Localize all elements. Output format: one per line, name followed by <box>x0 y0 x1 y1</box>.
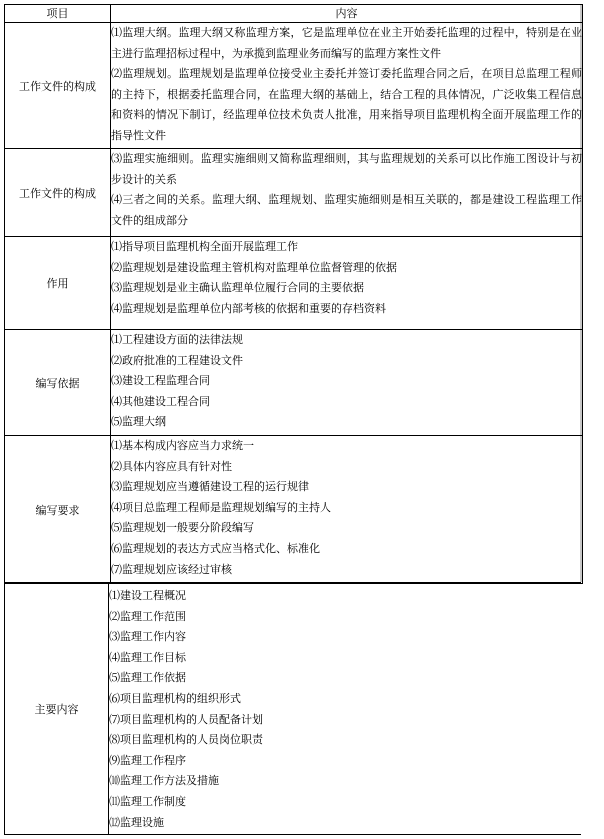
table-row <box>5 583 581 835</box>
row-content <box>111 237 583 330</box>
list-item: ⑷其他建设工程合同 <box>111 394 210 408</box>
row-label: 工作文件的构成 <box>5 149 111 237</box>
list-item: ⑹项目监理机构的组织形式 <box>109 691 241 705</box>
list-item: ⑴建设工程概况 <box>109 589 186 602</box>
list-item: ⑵监理规划。监理规划是监理单位接受业主委托并签订委托监理合同之后，在项目总监理工程师的主持下，根据委托监理合同，在监理大纲的基础上，结合工程的具体情况，广泛收集工程信息和资料的情况下制订，经监理单位技术负责人批准，用来指导项目监理机构全面开展监理工作的指导性文件 <box>111 67 582 142</box>
list-item: ⑽监理工作方法及措施 <box>109 774 219 788</box>
row-content <box>109 583 581 835</box>
row-content <box>111 330 583 436</box>
list-item: ⑺项目监理机构的人员配备计划 <box>109 712 263 726</box>
list-item: ⑺监理规划应该经过审核 <box>111 562 232 576</box>
list-item: ⑶建设工程监理合同 <box>111 374 210 388</box>
header-col-content: 内容 <box>111 5 583 23</box>
table-row <box>5 436 583 584</box>
list-item: ⑻项目监理机构的人员岗位职责 <box>109 733 263 747</box>
planning-table <box>4 4 583 584</box>
list-item: ⑸监理工作依据 <box>109 671 186 685</box>
table-row <box>5 23 583 149</box>
row-label: 编写依据 <box>5 330 111 436</box>
list-item: ⑸监理规划一般要分阶段编写 <box>111 521 254 535</box>
row-content <box>111 149 583 237</box>
list-item: ⑴监理大纲。监理大纲又称监理方案，它是监理单位在业主开始委托监理的过程中，特别是在业主进行监理招标过程中，为承揽到监理业务而编写的监理方案性文件 <box>111 26 582 60</box>
list-item: ⑵监理工作范围 <box>109 609 186 623</box>
list-item: ⑿监理设施 <box>109 815 164 829</box>
table-header-row <box>5 5 583 23</box>
list-item: ⑾监理工作制度 <box>109 794 186 808</box>
list-item: ⑷监理规划是监理单位内部考核的依据和重要的存档资料 <box>111 301 386 315</box>
table-row <box>5 149 583 237</box>
list-item: ⑶监理规划应当遵循建设工程的运行规律 <box>111 480 309 494</box>
list-item: ⑴指导项目监理机构全面开展监理工作 <box>111 240 298 253</box>
list-item: ⑵具体内容应具有针对性 <box>111 459 232 473</box>
list-item: ⑵政府批准的工程建设文件 <box>111 353 243 367</box>
list-item: ⑼监理工作程序 <box>109 753 186 767</box>
row-label: 作用 <box>5 237 111 330</box>
list-item: ⑴基本构成内容应当力求统一 <box>111 439 254 452</box>
table-row <box>5 237 583 330</box>
list-item: ⑴工程建设方面的法律法规 <box>111 333 243 346</box>
list-item: ⑷三者之间的关系。监理大纲、监理规划、监理实施细则是相互关联的，都是建设工程监理工作文件的组成部分 <box>111 193 582 227</box>
list-item: ⑶监理规划是业主确认监理单位履行合同的主要依据 <box>111 281 364 295</box>
list-item: ⑶监理实施细则。监理实施细则又简称监理细则，其与监理规划的关系可以比作施工图设计与初步设计的关系 <box>111 152 582 186</box>
row-content <box>111 23 583 149</box>
header-col-item: 项目 <box>5 5 111 23</box>
list-item: ⑹监理规划的表达方式应当格式化、标准化 <box>111 541 320 555</box>
row-label: 工作文件的构成 <box>5 23 111 149</box>
list-item: ⑵监理规划是建设监理主管机构对监理单位监督管理的依据 <box>111 260 397 274</box>
list-item: ⑸监理大纲 <box>111 415 166 429</box>
row-label: 编写要求 <box>5 436 111 584</box>
row-label: 主要内容 <box>5 583 109 835</box>
list-item: ⑶监理工作内容 <box>109 630 186 644</box>
list-item: ⑷项目总监理工程师是监理规划编写的主持人 <box>111 500 331 514</box>
list-item: ⑷监理工作目标 <box>109 650 186 664</box>
row-content <box>111 436 583 584</box>
table-row <box>5 330 583 436</box>
main-content-table <box>4 582 581 835</box>
